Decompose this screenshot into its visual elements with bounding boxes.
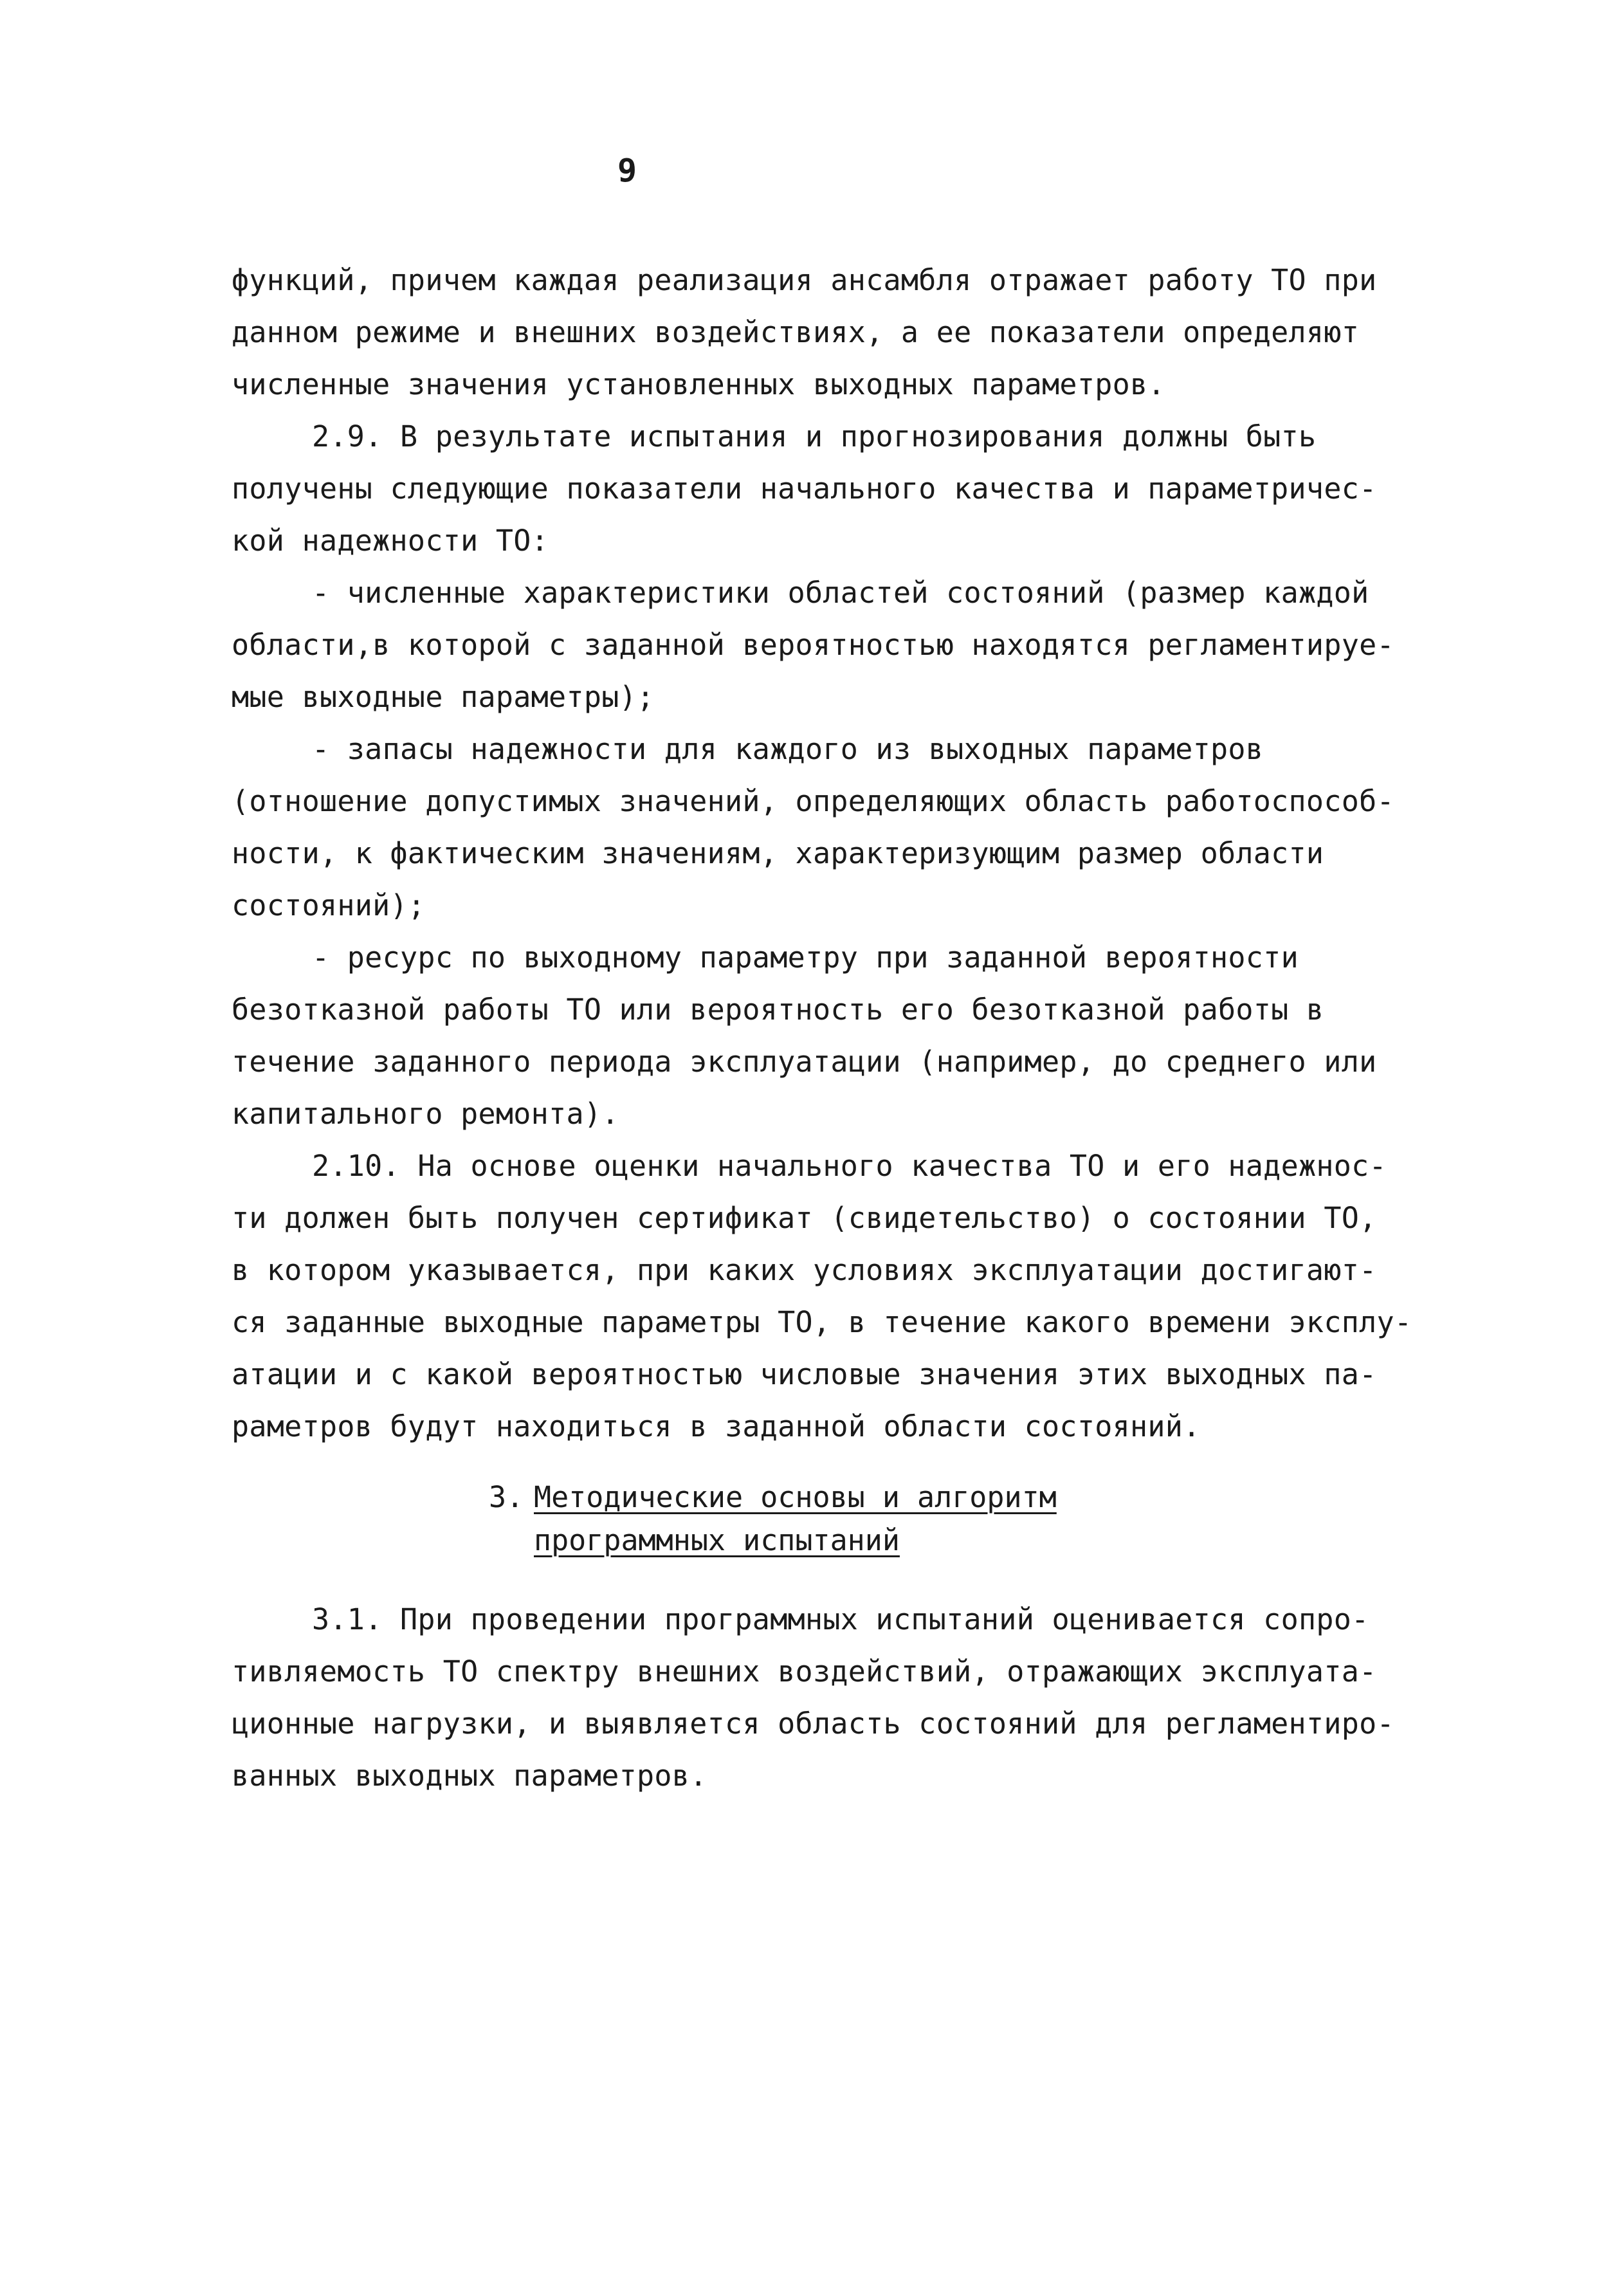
section-title-line2: программных испытаний	[534, 1523, 900, 1557]
text-line: кой надежности ТО:	[232, 524, 549, 558]
text-line: мые выходные параметры);	[232, 680, 655, 714]
text-line: капитального ремонта).	[232, 1097, 619, 1131]
text-line: (отношение допустимых значений, определяющих область работоспособ-	[232, 784, 1394, 818]
text-line: течение заданного периода эксплуатации (например, до среднего или	[232, 1045, 1377, 1079]
text-line: атации и с какой вероятностью числовые значения этих выходных па-	[232, 1357, 1377, 1391]
text-line: численные значения установленных выходных параметров.	[232, 367, 1165, 401]
text-line: ся заданные выходные параметры ТО, в течение какого времени эксплу-	[232, 1305, 1412, 1339]
text-line: получены следующие показатели начального качества и параметричес-	[232, 471, 1377, 506]
text-line: ванных выходных параметров.	[232, 1759, 707, 1793]
section-title-line1: Методические основы и алгоритм	[534, 1480, 1057, 1514]
text-line: 2.10. На основе оценки начального качества ТО и его надежнос-	[312, 1149, 1387, 1183]
section-number: 3.	[489, 1480, 524, 1514]
text-line: - численные характеристики областей состояний (размер каждой	[312, 576, 1369, 610]
text-line: в котором указывается, при каких условиях эксплуатации достигают-	[232, 1253, 1377, 1287]
text-line: области,в которой с заданной вероятностью находятся регламентируе-	[232, 628, 1394, 662]
text-line: - ресурс по выходному параметру при заданной вероятности	[312, 940, 1299, 975]
text-line: данном режиме и внешних воздействиях, а ее показатели определяют	[232, 315, 1360, 349]
text-line: состояний);	[232, 888, 426, 922]
page-number: 9	[617, 152, 637, 189]
text-line: раметров будут находиться в заданной области состояний.	[232, 1409, 1201, 1443]
text-line: - запасы надежности для каждого из выходных параметров	[312, 732, 1264, 766]
text-line: 3.1. При проведении программных испытаний оценивается сопро-	[312, 1602, 1369, 1636]
text-line: ности, к фактическим значениям, характеризующим размер области	[232, 836, 1324, 870]
text-line: безотказной работы ТО или вероятность его безотказной работы в	[232, 993, 1324, 1027]
text-line: 2.9. В результате испытания и прогнозирования должны быть	[312, 419, 1317, 453]
text-line: функций, причем каждая реализация ансамбля отражает работу ТО при	[232, 263, 1377, 297]
text-line: ционные нагрузки, и выявляется область состояний для регламентиро-	[232, 1707, 1394, 1741]
text-line: тивляемость ТО спектру внешних воздействий, отражающих эксплуата-	[232, 1654, 1377, 1689]
text-line: ти должен быть получен сертификат (свидетельство) о состоянии ТО,	[232, 1201, 1377, 1235]
